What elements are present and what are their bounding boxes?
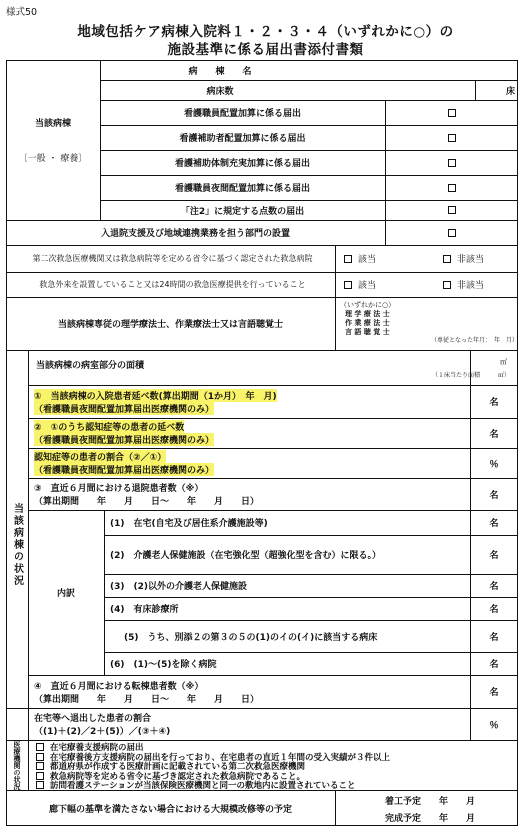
emergency-divider bbox=[335, 245, 336, 272]
emergency-label: 第二次救急医療機関又は救急病院等を定める省令に基づく認定された救急病院 bbox=[32, 254, 313, 263]
medical-side-text: 医療機関の状況 bbox=[13, 740, 21, 790]
therapist-date: （専従となった年月： 年 月） bbox=[430, 336, 518, 344]
emergency-divider bbox=[335, 272, 336, 297]
patient-count-row bbox=[34, 388, 464, 415]
row-line bbox=[6, 708, 518, 709]
row-unit: 名 bbox=[489, 582, 499, 592]
row-unit: 名 bbox=[489, 660, 499, 670]
ward-name-label: 病 棟 名 bbox=[188, 66, 252, 77]
page-title: 地域包括ケア病棟入院料１・２・３・４（いずれかに○）の bbox=[77, 24, 454, 40]
breakdown-item: (5) うち、別添２の第３の５の(1)のイの(イ)に該当する病床 bbox=[124, 632, 378, 643]
medical-item-checkbox[interactable] bbox=[36, 762, 44, 770]
ward-item-checkbox[interactable] bbox=[448, 206, 456, 214]
therapist-role: 言 語 聴 覚 士 bbox=[345, 327, 390, 336]
row-line bbox=[28, 418, 518, 419]
ward-status-side-label bbox=[6, 350, 28, 740]
row-unit: ％ bbox=[489, 459, 499, 470]
medical-divider bbox=[28, 740, 29, 790]
row-unit: 名 bbox=[489, 632, 499, 643]
medical-item-checkbox[interactable] bbox=[36, 753, 44, 761]
emergency-yes-label: 該当 bbox=[358, 255, 377, 265]
row-text-line: （看護職員夜間配置加算届出医療機関のみ） bbox=[34, 463, 214, 476]
emergency-no-checkbox[interactable] bbox=[443, 255, 451, 263]
row-text-line: 在宅等へ退出した患者の割合 bbox=[34, 714, 152, 724]
row-unit: 名 bbox=[489, 490, 499, 501]
check-divider bbox=[385, 100, 386, 220]
renovation-divider bbox=[335, 790, 336, 826]
ward-item-checkbox[interactable] bbox=[448, 184, 456, 192]
discharge-dept-label: 入退院支援及び地域連携業務を担う部門の設置 bbox=[100, 229, 290, 239]
check-divider bbox=[385, 220, 386, 245]
row-text-line: （看護職員夜間配置加算届出医療機関のみ） bbox=[34, 433, 214, 446]
breakdown-item: (4) 有床診療所 bbox=[110, 605, 179, 615]
row-unit: ％ bbox=[489, 720, 499, 731]
ward-type-label: 〔一般 ・ 療養〕 bbox=[18, 154, 88, 164]
ward-label bbox=[6, 60, 100, 220]
therapist-label: 当該病棟専従の理学療法士、作業療法士又は言語聴覚士 bbox=[57, 320, 283, 330]
medical-item-label: 都道府県が作成する医療計画に記載されている第二次救急医療機関 bbox=[50, 762, 306, 773]
breakdown-label: 内訳 bbox=[56, 589, 75, 599]
ward-item-checkbox[interactable] bbox=[448, 159, 456, 167]
ward-item-label: 看護補助体制充実加算に係る届出 bbox=[174, 159, 310, 169]
row-line bbox=[28, 675, 518, 676]
medical-item-label: 在宅療養支援病院の届出 bbox=[50, 743, 144, 753]
emergency-yes-label: 該当 bbox=[358, 281, 377, 291]
row-text-line: ③ 直近６月間における退院患者数（※） bbox=[34, 484, 204, 494]
medical-item-checkbox[interactable] bbox=[36, 772, 44, 780]
therapist-choose: （いずれかに○） bbox=[340, 301, 396, 309]
emergency-no-label: 非該当 bbox=[457, 281, 485, 291]
ward-item-label: 看護職員夜間配置加算に係る届出 bbox=[174, 184, 310, 194]
medical-item-checkbox[interactable] bbox=[36, 743, 44, 751]
row-text-line: 認知症等の患者の割合（②／①） bbox=[34, 450, 166, 463]
ward-status-side-text: 当該病棟の状況 bbox=[11, 503, 23, 587]
form-id: 様式50 bbox=[6, 7, 38, 18]
ward-item-label: 看護職員配置加算に係る届出 bbox=[183, 109, 301, 119]
ward-item-label: 看護補助者配置加算に係る届出 bbox=[179, 134, 306, 144]
row-text-line: ① 当該病棟の入院患者延べ数(算出期間（1か月） 年 月) bbox=[34, 389, 277, 402]
medical-item-label: 訪問看護ステーションが当該保険医療機関と同一の敷地内に設置されていること bbox=[50, 781, 356, 792]
row-line bbox=[28, 478, 518, 479]
row-text-line: （算出期間 年 月 日～ 年 月 日） bbox=[34, 497, 260, 507]
row-text-line: ④ 直近６月間における転棟患者数（※） bbox=[34, 681, 204, 692]
emergency-label: 救急外来を設置していること又は24時間の救急医療提供を行っていること bbox=[39, 280, 306, 289]
page-subtitle: 施設基準に係る届出書添付書類 bbox=[167, 42, 364, 58]
row-text-line: ② ①のうち認知症等の患者の延べ数 bbox=[34, 420, 184, 433]
row-text-line: （算出期間 年 月 日～ 年 月 日） bbox=[34, 694, 260, 705]
row-text-line: （(1)＋(2)／2＋(5)）／(③＋④) bbox=[34, 727, 171, 737]
breakdown-item: (1) 在宅(自宅及び居住系介護施設等) bbox=[110, 519, 268, 529]
renovation-label: 廊下幅の基準を満たさない場合における大規模改修等の予定 bbox=[48, 804, 292, 815]
row-text-line: （看護職員夜間配置加算届出医療機関のみ） bbox=[34, 402, 214, 415]
row-unit: 名 bbox=[489, 605, 499, 615]
renovation-start: 着工予定 年 月 bbox=[384, 796, 475, 807]
medical-item-checkbox[interactable] bbox=[36, 781, 44, 789]
therapist-divider bbox=[335, 297, 336, 350]
ward-name-value bbox=[240, 60, 518, 80]
medical-side-label bbox=[6, 740, 28, 790]
emergency-yes-checkbox[interactable] bbox=[344, 255, 352, 263]
therapist-role: 作 業 療 法 士 bbox=[345, 318, 390, 327]
beds-label: 病床数 bbox=[206, 86, 234, 97]
row-unit: 名 bbox=[489, 519, 499, 529]
emergency-no-checkbox[interactable] bbox=[443, 281, 451, 289]
beds-unit: 床 bbox=[505, 86, 515, 97]
emergency-yes-checkbox[interactable] bbox=[344, 281, 352, 289]
therapist-role: 理 学 療 法 士 bbox=[345, 309, 390, 318]
breakdown-item: (2) 介護老人保健施設（在宅強化型（超強化型を含む）に限る。） bbox=[110, 551, 381, 561]
row-unit: 名 bbox=[489, 551, 499, 561]
row-unit: 名 bbox=[489, 398, 499, 408]
medical-item-label: 在宅療養後方支援病院の届出を行っており、在宅患者の直近１年間の受入実績が３件以上 bbox=[50, 752, 391, 763]
medical-item-label: 救急病院等を定める省令に基づき認定された救急病院であること。 bbox=[50, 771, 306, 782]
area-unit: ㎡ bbox=[500, 358, 507, 366]
discharge-dept-checkbox[interactable] bbox=[448, 229, 456, 237]
home-ratio-row bbox=[34, 710, 464, 738]
dementia-ratio-row bbox=[34, 451, 464, 475]
breakdown-item: (6) (1)～(5)を除く病院 bbox=[110, 660, 217, 670]
renovation-end: 完成予定 年 月 bbox=[384, 813, 475, 824]
row-unit: 名 bbox=[489, 429, 499, 440]
ward-item-checkbox[interactable] bbox=[448, 109, 456, 117]
ward-item-checkbox[interactable] bbox=[448, 134, 456, 142]
row-unit: 名 bbox=[489, 688, 499, 698]
area-label: 当該病棟の病室部分の面積 bbox=[36, 361, 145, 371]
ward-item-label: 「注2」に規定する点数の届出 bbox=[180, 206, 305, 217]
dementia-count-row bbox=[34, 421, 464, 445]
ward-label-main: 当該病棟 bbox=[34, 119, 71, 129]
area-per-bed: （１床当たり面積 ㎡） bbox=[431, 371, 510, 379]
breakdown-item: (3) (2)以外の介護老人保健施設 bbox=[110, 582, 247, 592]
transfer-count-row bbox=[34, 677, 464, 706]
emergency-no-label: 非該当 bbox=[457, 255, 485, 265]
row-line bbox=[28, 448, 518, 449]
discharge-count-row bbox=[34, 481, 464, 507]
